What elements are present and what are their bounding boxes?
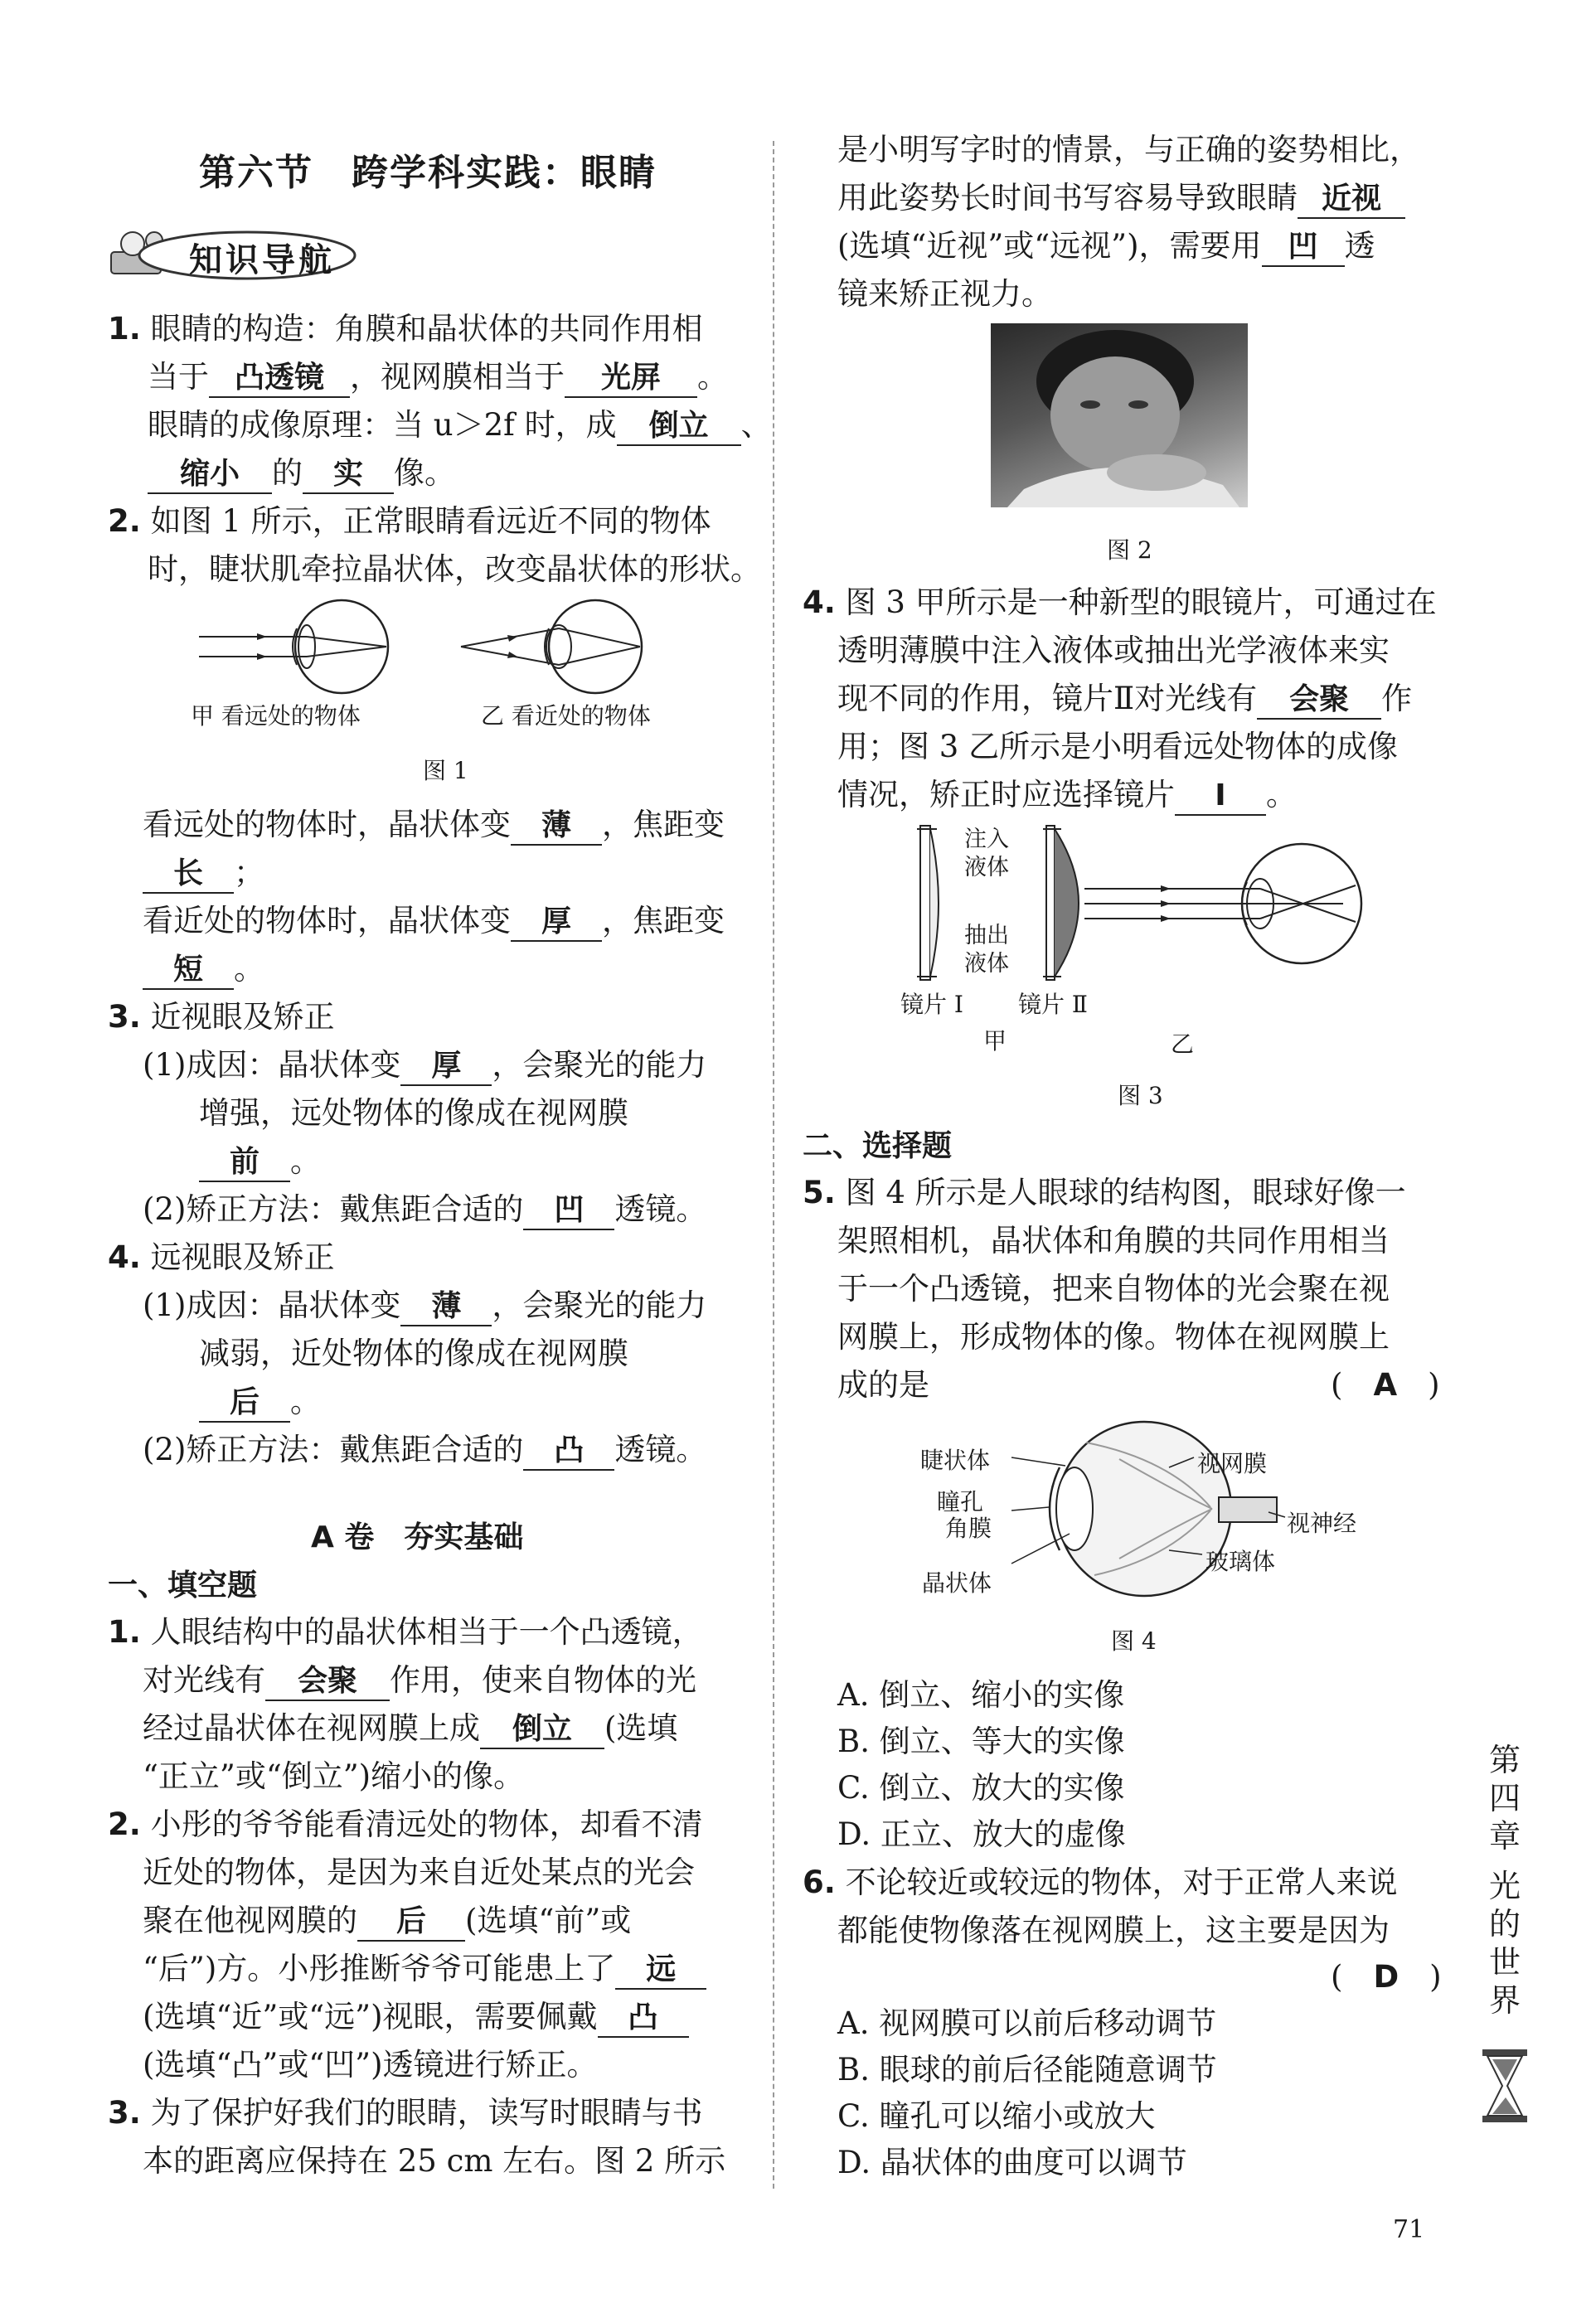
answer-blank: 实 xyxy=(303,456,394,494)
answer-blank: 厚 xyxy=(400,1048,492,1086)
figure-3-inject-label: 注入液体 xyxy=(964,827,1009,880)
child-writing-illustration xyxy=(991,323,1248,507)
choice-q5-option-b: B. 倒立、等大的实像 xyxy=(837,1724,1125,1759)
choice-q5-option-d: D. 正立、放大的虚像 xyxy=(837,1816,1126,1852)
choice-q5-option-a: A. 倒立、缩小的实像 xyxy=(837,1677,1125,1713)
page-number: 71 xyxy=(1393,2215,1425,2244)
answer-blank: 薄 xyxy=(511,807,602,846)
answer-blank: 凸 xyxy=(523,1433,614,1471)
myopia-cause-line2: 增强，远处物体的像成在视网膜 xyxy=(199,1095,628,1131)
answer-blank: 凸透镜 xyxy=(209,360,350,398)
choice-question-6-line2: 都能使物像落在视网膜上，这主要是因为 xyxy=(837,1913,1390,1948)
fill-question-4-line5: 情况，矫正时应选择镜片 Ⅰ 。 xyxy=(837,773,1297,817)
figure-3-label-a: 甲 xyxy=(983,1027,1007,1055)
answer-blank: 会聚 xyxy=(265,1663,390,1701)
section-a-heading: A 卷 夯实基础 xyxy=(311,1520,524,1554)
answer-blank: 凸 xyxy=(598,2000,689,2038)
fill-question-2-line2: 近处的物体，是因为来自近处某点的光会 xyxy=(143,1855,695,1890)
fill-question-3-line2: 本的距离应保持在 25 cm 左右。图 2 所示 xyxy=(143,2143,726,2179)
answer-blank: 前 xyxy=(199,1144,290,1182)
fill-question-4-line2: 透明薄膜中注入液体或抽出光学液体来实 xyxy=(837,633,1390,668)
figure-4-ciliary-label: 睫状体 xyxy=(920,1447,991,1474)
figure-4-cornea-label: 角膜 xyxy=(945,1515,992,1542)
far-object-line2: 长 ； xyxy=(143,851,264,895)
knowledge-item-1-line2: 当于 凸透镜 ，视网膜相当于 光屏 。 xyxy=(148,355,728,400)
answer-blank: 后 xyxy=(199,1384,290,1423)
fill-question-4-line3: 现不同的作用，镜片Ⅱ对光线有 会聚 作 xyxy=(837,676,1412,721)
answer-blank: 会聚 xyxy=(1257,681,1381,720)
fill-question-3: 3. 为了保护好我们的眼睛，读写时眼睛与书 xyxy=(108,2095,703,2131)
lens-1 xyxy=(917,826,939,980)
choice-question-5: 5. 图 4 所示是人眼球的结构图，眼球好像一 xyxy=(803,1175,1406,1210)
answer-blank: 薄 xyxy=(400,1288,492,1326)
myopia-correction: (2)矫正方法：戴焦距合适的 凹 透镜。 xyxy=(143,1187,706,1232)
page-title: 第六节 跨学科实践：眼睛 xyxy=(199,152,657,194)
choice-question-6-answer: ( D ) xyxy=(1331,1959,1442,1995)
hyperopia-correction: (2)矫正方法：戴焦距合适的 凸 透镜。 xyxy=(143,1428,706,1472)
figure-4-caption: 图 4 xyxy=(1111,1627,1157,1655)
figure-1-label-near: 乙 看近处的物体 xyxy=(481,702,651,730)
fill-question-3-line6: 镜来矫正视力。 xyxy=(837,276,1052,312)
figure-4-lens-label: 晶状体 xyxy=(922,1569,992,1597)
answer-blank: 近视 xyxy=(1298,181,1405,219)
choice-heading: 二、选择题 xyxy=(803,1129,953,1163)
hourglass-icon xyxy=(1481,2048,1529,2124)
choice-question-5-line2: 架照相机，晶状体和角膜的共同作用相当 xyxy=(837,1223,1390,1258)
figure-1-caption: 图 1 xyxy=(423,757,468,784)
answer-blank: 长 xyxy=(143,856,234,894)
answer-blank: 光屏 xyxy=(565,360,697,398)
fill-question-4-line4: 用；图 3 乙所示是小明看远处物体的成像 xyxy=(837,729,1399,764)
figure-4-pupil-label: 瞳孔 xyxy=(937,1488,984,1515)
figure-2-caption: 图 2 xyxy=(1107,536,1152,564)
figure-3-extract-label: 抽出液体 xyxy=(964,923,1009,977)
knowledge-item-3: 3. 近视眼及矫正 xyxy=(108,999,335,1035)
knowledge-item-2: 2. 如图 1 所示，正常眼睛看远近不同的物体 xyxy=(108,503,711,539)
myopia-cause-line3: 前 。 xyxy=(199,1139,321,1184)
knowledge-item-1-line4: 缩小 的 实 像。 xyxy=(148,451,455,496)
eye-near-diagram xyxy=(461,600,642,693)
choice-question-5-line5: 成的是 xyxy=(837,1367,929,1403)
hyperopia-cause-line2: 减弱，近处物体的像成在视网膜 xyxy=(199,1336,628,1371)
fill-question-1-line3: 经过晶状体在视网膜上成 倒立 (选填 xyxy=(143,1706,677,1751)
parallel-rays xyxy=(1084,885,1227,922)
answer-blank: 短 xyxy=(143,952,234,990)
fill-question-2-line6: (选填“凸”或“凹”)透镜进行矫正。 xyxy=(143,2047,598,2083)
answer-blank: 凹 xyxy=(1262,229,1345,267)
figure-4-retina-label: 视网膜 xyxy=(1197,1450,1268,1477)
fill-question-1-line2: 对光线有 会聚 作用，使来自物体的光 xyxy=(143,1658,696,1703)
near-object-line2: 短 。 xyxy=(143,947,264,992)
answer-blank: 缩小 xyxy=(148,456,272,494)
choice-question-5-answer: ( A ) xyxy=(1331,1367,1440,1403)
answer-blank: 倒立 xyxy=(480,1711,604,1749)
fill-question-2-line3: 聚在他视网膜的 后 (选填“前”或 xyxy=(143,1898,631,1943)
knowledge-item-4: 4. 远视眼及矫正 xyxy=(108,1239,335,1275)
hyperopia-cause: (1)成因：晶状体变 薄 ，会聚光的能力 xyxy=(143,1283,706,1328)
figure-4-nerve-label: 视神经 xyxy=(1287,1510,1357,1537)
fill-question-3-line5: (选填“近视”或“远视”)，需要用 凹 透 xyxy=(837,224,1375,269)
fill-question-2-line5: (选填“近”或“远”)视眼，需要佩戴 凸 xyxy=(143,1995,689,2039)
figure-2-photo xyxy=(991,323,1248,507)
fill-question-1: 1. 人眼结构中的晶状体相当于一个凸透镜， xyxy=(108,1614,703,1650)
choice-q6-option-c: C. 瞳孔可以缩小或放大 xyxy=(837,2098,1156,2134)
choice-q6-option-b: B. 眼球的前后径能随意调节 xyxy=(837,2052,1217,2088)
knowledge-nav-badge xyxy=(108,224,357,282)
figure-3-lens2-label: 镜片 Ⅱ xyxy=(1018,991,1088,1018)
choice-q5-option-c: C. 倒立、放大的实像 xyxy=(837,1770,1125,1806)
choice-question-5-line4: 网膜上，形成物体的像。物体在视网膜上 xyxy=(837,1319,1390,1355)
answer-blank: 远 xyxy=(615,1952,706,1990)
near-object-line: 看近处的物体时，晶状体变 厚 ，焦距变 xyxy=(143,899,725,943)
choice-q6-option-a: A. 视网膜可以前后移动调节 xyxy=(837,2005,1217,2041)
fill-question-2-line4: “后”)方。小彤推断爷爷可能患上了 远 xyxy=(143,1947,706,1991)
figure-3-lens1-label: 镜片 Ⅰ xyxy=(900,991,963,1018)
chapter-sidebar: 第 四 章 光 的 世 界 xyxy=(1488,1742,1521,2019)
figure-3-caption: 图 3 xyxy=(1118,1082,1163,1109)
knowledge-item-1-line3: 眼睛的成像原理：当 u＞2f 时，成 倒立 、 xyxy=(148,403,772,448)
answer-blank: 凹 xyxy=(523,1192,614,1230)
choice-question-5-line3: 于一个凸透镜，把来自物体的光会聚在视 xyxy=(837,1271,1390,1307)
fill-question-4: 4. 图 3 甲所示是一种新型的眼镜片，可通过在 xyxy=(803,584,1437,620)
fill-question-2: 2. 小彤的爷爷能看清远处的物体，却看不清 xyxy=(108,1806,703,1842)
eye-ball-diagram xyxy=(1227,844,1361,963)
column-divider xyxy=(773,141,774,2189)
figure-1-label-far: 甲 看远处的物体 xyxy=(191,702,361,730)
fill-in-heading: 一、填空题 xyxy=(108,1569,258,1603)
far-object-line: 看远处的物体时，晶状体变 薄 ，焦距变 xyxy=(143,803,725,847)
choice-q6-option-d: D. 晶状体的曲度可以调节 xyxy=(837,2145,1187,2180)
answer-blank: 倒立 xyxy=(617,408,741,446)
answer-blank: Ⅰ xyxy=(1175,778,1266,816)
choice-question-6: 6. 不论较近或较远的物体，对于正常人来说 xyxy=(803,1864,1398,1900)
answer-blank: 厚 xyxy=(511,904,602,942)
knowledge-nav-label: 知识导航 xyxy=(189,241,335,279)
figure-4-vitreous-label: 玻璃体 xyxy=(1205,1548,1276,1575)
lens-2 xyxy=(1043,826,1079,980)
eye-far-diagram xyxy=(199,600,388,693)
myopia-cause: (1)成因：晶状体变 厚 ，会聚光的能力 xyxy=(143,1043,706,1088)
knowledge-item-2-line2: 时，睫状肌牵拉晶状体，改变晶状体的形状。 xyxy=(148,551,761,587)
fill-question-1-line4: “正立”或“倒立”)缩小的像。 xyxy=(143,1758,525,1794)
fill-question-3-line3: 是小明写字时的情景，与正确的姿势相比， xyxy=(837,132,1420,167)
figure-3-label-b: 乙 xyxy=(1171,1030,1195,1058)
fill-question-3-line4: 用此姿势长时间书写容易导致眼睛 近视 xyxy=(837,176,1405,221)
hyperopia-cause-line3: 后 。 xyxy=(199,1380,321,1424)
knowledge-item-1: 1. 眼睛的构造：角膜和晶状体的共同作用相 xyxy=(108,311,703,347)
answer-blank: 后 xyxy=(357,1903,465,1942)
